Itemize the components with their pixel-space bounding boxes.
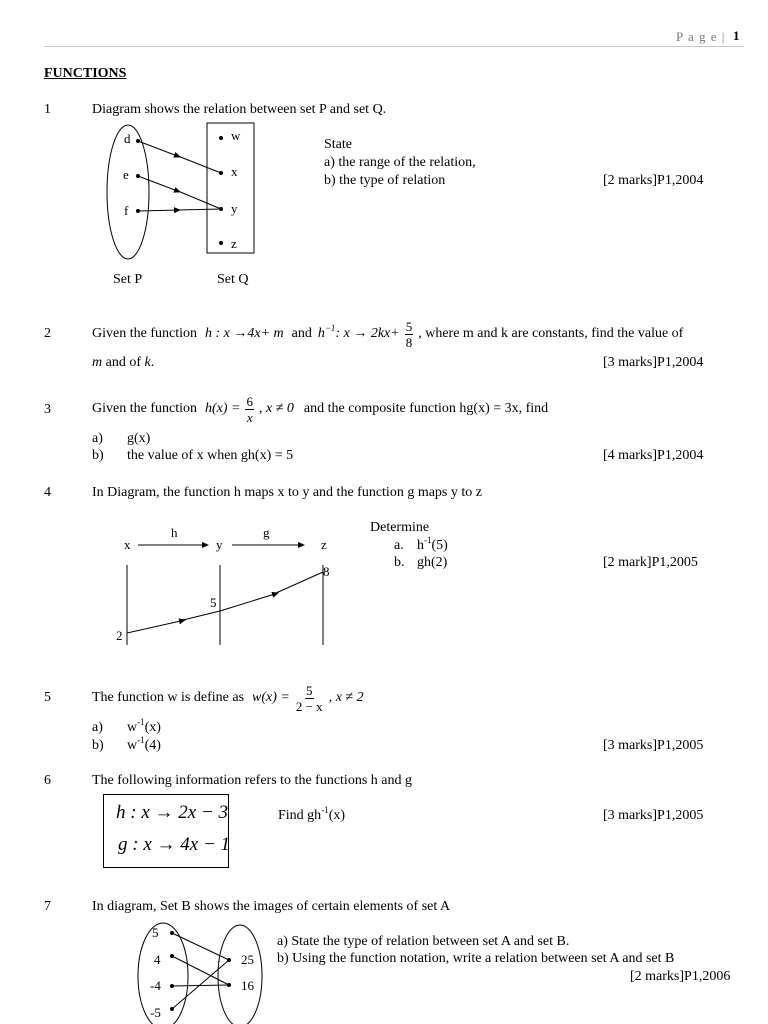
q3-part-b: the value of x when gh(x) = 5 (127, 448, 294, 463)
page-title: FUNCTIONS (44, 66, 127, 81)
q2-rest: , where m and k are constants, find the value of (418, 326, 684, 341)
q2-h-map: h : x →4x+ m (204, 326, 284, 341)
q3-part-a-label: a) (92, 431, 103, 446)
q6-marks: [3 marks]P1,2005 (603, 808, 704, 823)
question-1-number: 1 (44, 102, 51, 117)
page-number: 1 (733, 28, 740, 43)
q5-part-b: $w^{-1}(4)$ (127, 735, 161, 753)
question-5-number: 5 (44, 690, 51, 705)
question-7-text: In diagram, Set B shows the images of certain elements of set A (92, 899, 451, 914)
set-q-element: x (231, 164, 238, 179)
q1-state: State (324, 137, 352, 152)
svg-text:25: 25 (241, 952, 254, 967)
svg-text:2: 2 (116, 628, 123, 643)
q1-marks: [2 marks]P1,2004 (603, 173, 704, 188)
set-a-ellipse (138, 923, 188, 1024)
q1-part-b: b) the type of relation (324, 173, 446, 188)
q6-g-def: g : x → 4x − 1 (118, 834, 231, 855)
svg-text:4: 4 (154, 952, 161, 967)
q5-part-b-label: b) (92, 738, 104, 753)
svg-text:h: h (171, 525, 178, 540)
svg-text:-5: -5 (150, 1005, 161, 1020)
question-2-number: 2 (44, 326, 51, 341)
svg-text:5: 5 (210, 595, 217, 610)
q7-marks: [2 marks]P1,2006 (630, 969, 731, 984)
svg-text:8: 8 (323, 564, 330, 579)
question-7-number: 7 (44, 899, 51, 914)
set-p-element: d (124, 131, 131, 146)
set-q-label: Set Q (217, 272, 249, 287)
question-3-number: 3 (44, 402, 51, 417)
q2-fraction: $\frac{5}{8}$ (405, 318, 413, 350)
q4-part-b-label: b. (394, 555, 405, 570)
question-3-line1: Given the function h(x) = $\frac{6}{x}$ , x ≠ 0 and the composite function hg(x) = 3x, find (92, 393, 549, 425)
svg-text:y: y (216, 537, 223, 552)
question-2-line1 (92, 314, 683, 354)
q2-hinv: $h^{-1}$: x → 2kx+ (317, 323, 400, 341)
set-p-label: Set P (113, 272, 143, 287)
svg-text:z: z (321, 537, 327, 552)
q4-part-a: $h^{-1}(5)$ (417, 535, 448, 553)
q1-arrow-diagram (100, 118, 270, 268)
q4-part-b: gh(2) (417, 555, 448, 570)
q4-mapping-diagram (110, 520, 350, 650)
set-b-ellipse (218, 925, 262, 1024)
set-p-element: f (124, 203, 129, 218)
svg-text:g: g (263, 525, 270, 540)
q5-part-a-label: a) (92, 720, 103, 735)
question-2-line2: m and of k. (92, 355, 155, 370)
q6-h-def: h : x → 2x − 3 (116, 802, 229, 823)
q5-marks: [3 marks]P1,2005 (603, 738, 704, 753)
q3-fraction: $\frac{6}{x}$ (246, 393, 253, 425)
svg-text:16: 16 (241, 978, 254, 993)
q7-part-b: b) Using the function notation, write a relation between set A and set B (277, 951, 675, 966)
q5-part-a: $w^{-1}(x)$ (127, 717, 161, 735)
q4-determine: Determine (370, 520, 430, 535)
question-1-text: Diagram shows the relation between set P and set Q. (92, 102, 387, 117)
question-4-text: In Diagram, the function h maps x to y and the function g maps y to z (92, 485, 482, 500)
set-q-element: z (231, 236, 237, 251)
q4-part-a-label: a. (394, 538, 404, 553)
question-4-number: 4 (44, 485, 51, 500)
set-p-element: e (123, 167, 129, 182)
page-label: P a g e | (676, 29, 726, 44)
question-5-line1: The function w is define as w(x) = $\frac{5}{2 - x}$ , x ≠ 2 (92, 682, 364, 714)
q7-arrow-diagram (130, 918, 275, 1024)
svg-text:-4: -4 (150, 978, 161, 993)
q2-and: and (291, 326, 312, 341)
q3-part-a: g(x) (127, 431, 151, 446)
q3-marks: [4 marks]P1,2004 (603, 448, 704, 463)
svg-text:x: x (124, 537, 131, 552)
question-6-number: 6 (44, 773, 51, 788)
header-rule (44, 46, 744, 47)
q7-part-a: a) State the type of relation between set A and set B. (277, 934, 570, 949)
question-6-text: The following information refers to the functions h and g (92, 773, 412, 788)
svg-text:5: 5 (152, 925, 159, 940)
q2-given: Given the function (92, 326, 197, 341)
q3-part-b-label: b) (92, 448, 104, 463)
q2-marks: [3 marks]P1,2004 (603, 355, 704, 370)
q6-find: Find $gh^{-1}(x)$ (278, 805, 346, 823)
q5-fraction: $\frac{5}{2 - x}$ (295, 682, 323, 714)
q4-marks: [2 mark]P1,2005 (603, 555, 698, 570)
q1-part-a: a) the range of the relation, (324, 155, 476, 170)
set-q-element: y (231, 201, 238, 216)
set-q-element: w (231, 128, 241, 143)
